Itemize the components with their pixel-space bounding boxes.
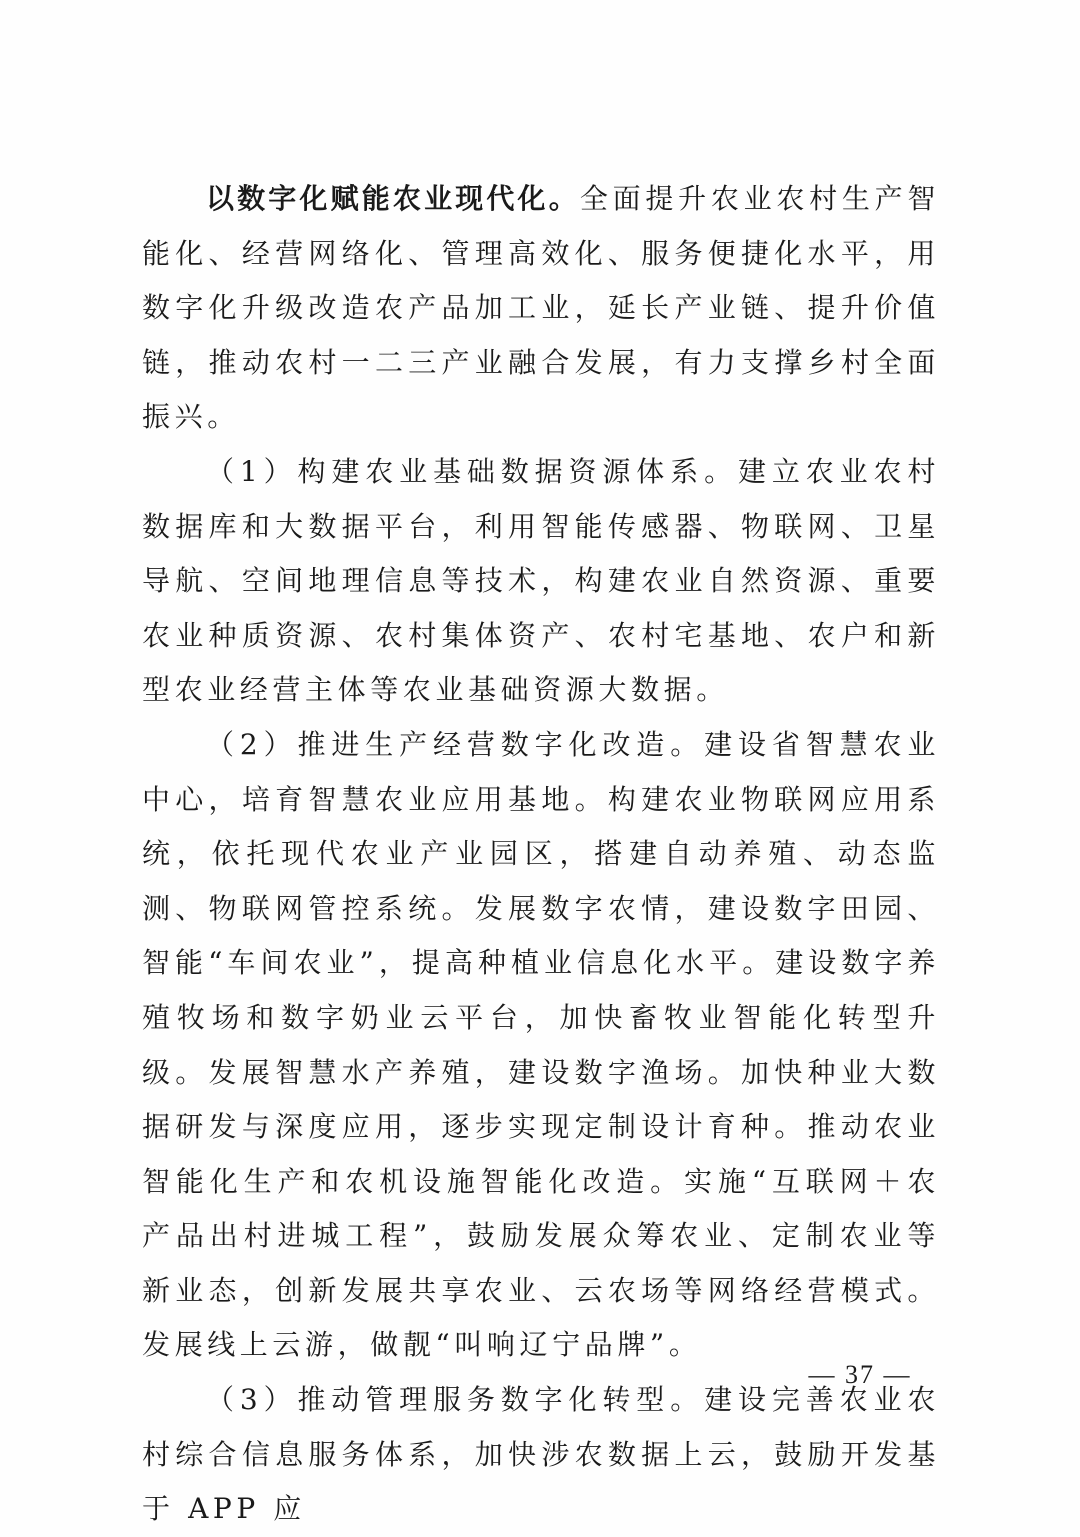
page-number: — 37 — — [808, 1360, 912, 1389]
paragraph-text: （2）推进生产经营数字化改造。建设省智慧农业中心，培育智慧农业应用基地。构建农业物联网应用系统，依托现代农业产业园区，搭建自动养殖、动态监测、物联网管控系统。发展数字农情，建设数字田园、智能“车间农业”，提高种植业信息化水平。建设数字养殖牧场和数字奶业云平台，加快畜牧业智能化转型升级。发展智慧水产养殖，建设数字渔场。加快种业大数据研发与深度应用，逐步实现定制设计育种。推动农业智能化生产和农机设施智能化改造。实施“互联网＋农产品出村进城工程”，鼓励发展众筹农业、定制农业等新业态，创新发展共享农业、云农场等网络经营模式。发展线上云游，做靓“叫响辽宁品牌”。 — [142, 727, 940, 1362]
paragraph-item-3 — [142, 1373, 940, 1537]
paragraph-lead-heading: 以数字化赋能农业现代化。 — [206, 182, 580, 215]
paragraph-text: （1）构建农业基础数据资源体系。建立农业农村数据库和大数据平台，利用智能传感器、物联网、卫星导航、空间地理信息等技术，构建农业自然资源、重要农业种质资源、农村集体资产、农村宅基地、农户和新型农业经营主体等农业基础资源大数据。 — [142, 454, 940, 707]
paragraph-text: 全面提升农业农村生产智能化、经营网络化、管理高效化、服务便捷化水平，用数字化升级改造农产品加工业，延长产业链、提升价值链，推动农村一二三产业融合发展，有力支撑乡村全面振兴。 — [142, 182, 940, 434]
paragraph-text: （3）推动管理服务数字化转型。建设完善农业农村综合信息服务体系，加快涉农数据上云，鼓励开发基于 APP 应 — [142, 1383, 940, 1526]
document-body — [142, 172, 940, 1537]
paragraph-item-1 — [142, 445, 940, 718]
paragraph-item-2 — [142, 718, 940, 1373]
paragraph-digital-agriculture — [142, 172, 940, 445]
